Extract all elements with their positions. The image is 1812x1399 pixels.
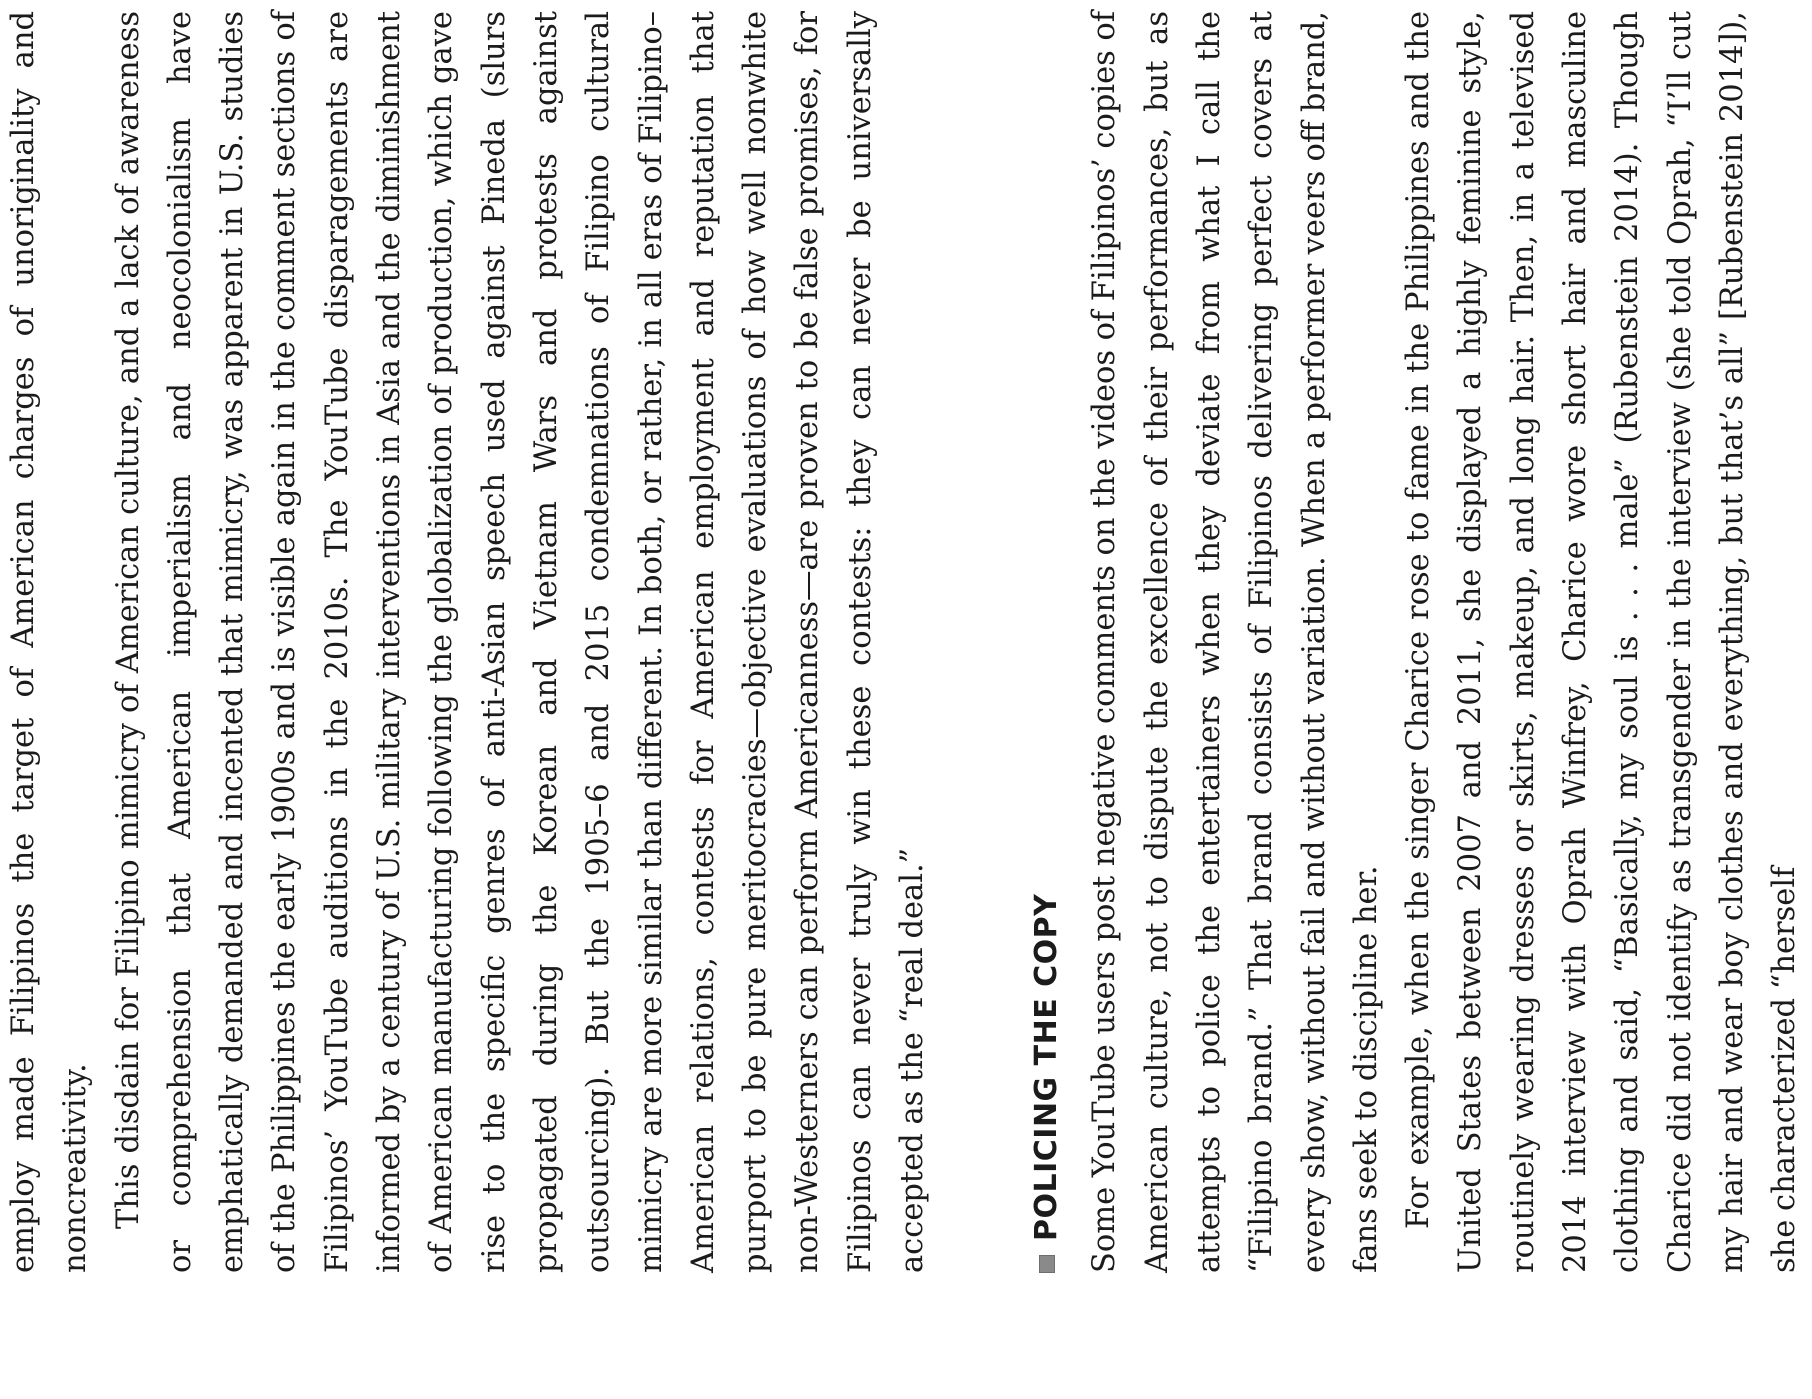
section-heading-text: POLICING THE COPY <box>1029 893 1065 1241</box>
text-column <box>0 11 1812 1273</box>
section-heading <box>1021 11 1073 1273</box>
paragraph-charice-example: For example, when the singer Charice rose to fame in the Philippines and the United States between 2007 and 2011, she displayed a highly feminine style, routinely wearing dresses or skirts, makeup, and long hair. Then, in a televised 2014 interview with Oprah Winfrey, Charice wore short hair and masculine clothing and said, “Basically, my soul is . . . male” (Rubenstein 2014). Though Charice did not identify as transgender in the interview (she told Oprah, “I’ll cut my hair and wear boy clothes and everything, but that’s all” [Rubenstein 2014]), she characterized “herself <box>1401 11 1803 1273</box>
heading-square-icon <box>1039 1255 1055 1273</box>
paragraph-continuation: employ made Filipinos the target of American charges of unoriginality and noncreativity. <box>6 11 94 1273</box>
paragraph-mimicry-disdain: This disdain for Filipino mimicry of American culture, and a lack of awareness or comprehension that American imperialism and neocolonialism have emphatically demanded and incented that mimicry, was apparent in U.S. studies of the Philippines the early 1900s and is visible again in the comment sections of Filipinos’ YouTube auditions in the 2010s. The YouTube disparagements are informed by a century of U.S. military interventions in Asia and the diminishment of American manufacturing following the globalization of production, which gave rise to the specific genres of anti-Asian speech used against Pineda (slurs propagated during the Korean and Vietnam Wars and protests against outsourcing). But the 1905–6 and 2015 condemnations of Filipino cultural mimicry are more similar than different. In both, or rather, in all eras of Filipino–American relations, contests for American employment and reputation that purport to be pure meritocracies—objective evaluations of how well nonwhite non-Westerners can perform Americanness—are proven to be false promises, for Filipinos can never truly win these contests: they can never be universally accepted as the “real deal.” <box>110 11 931 1273</box>
section-policing-body <box>1079 11 1811 1273</box>
paragraph-youtube-comments: Some YouTube users post negative comments on the videos of Filipinos’ copies of American culture, not to dispute the excellence of their performances, but as attempts to police the entertainers when they deviate from what I call the “Filipino brand.” That brand consists of Filipinos delivering perfect covers at every show, without fail and without variation. When a performer veers off brand, fans seek to discipline her. <box>1087 11 1384 1273</box>
